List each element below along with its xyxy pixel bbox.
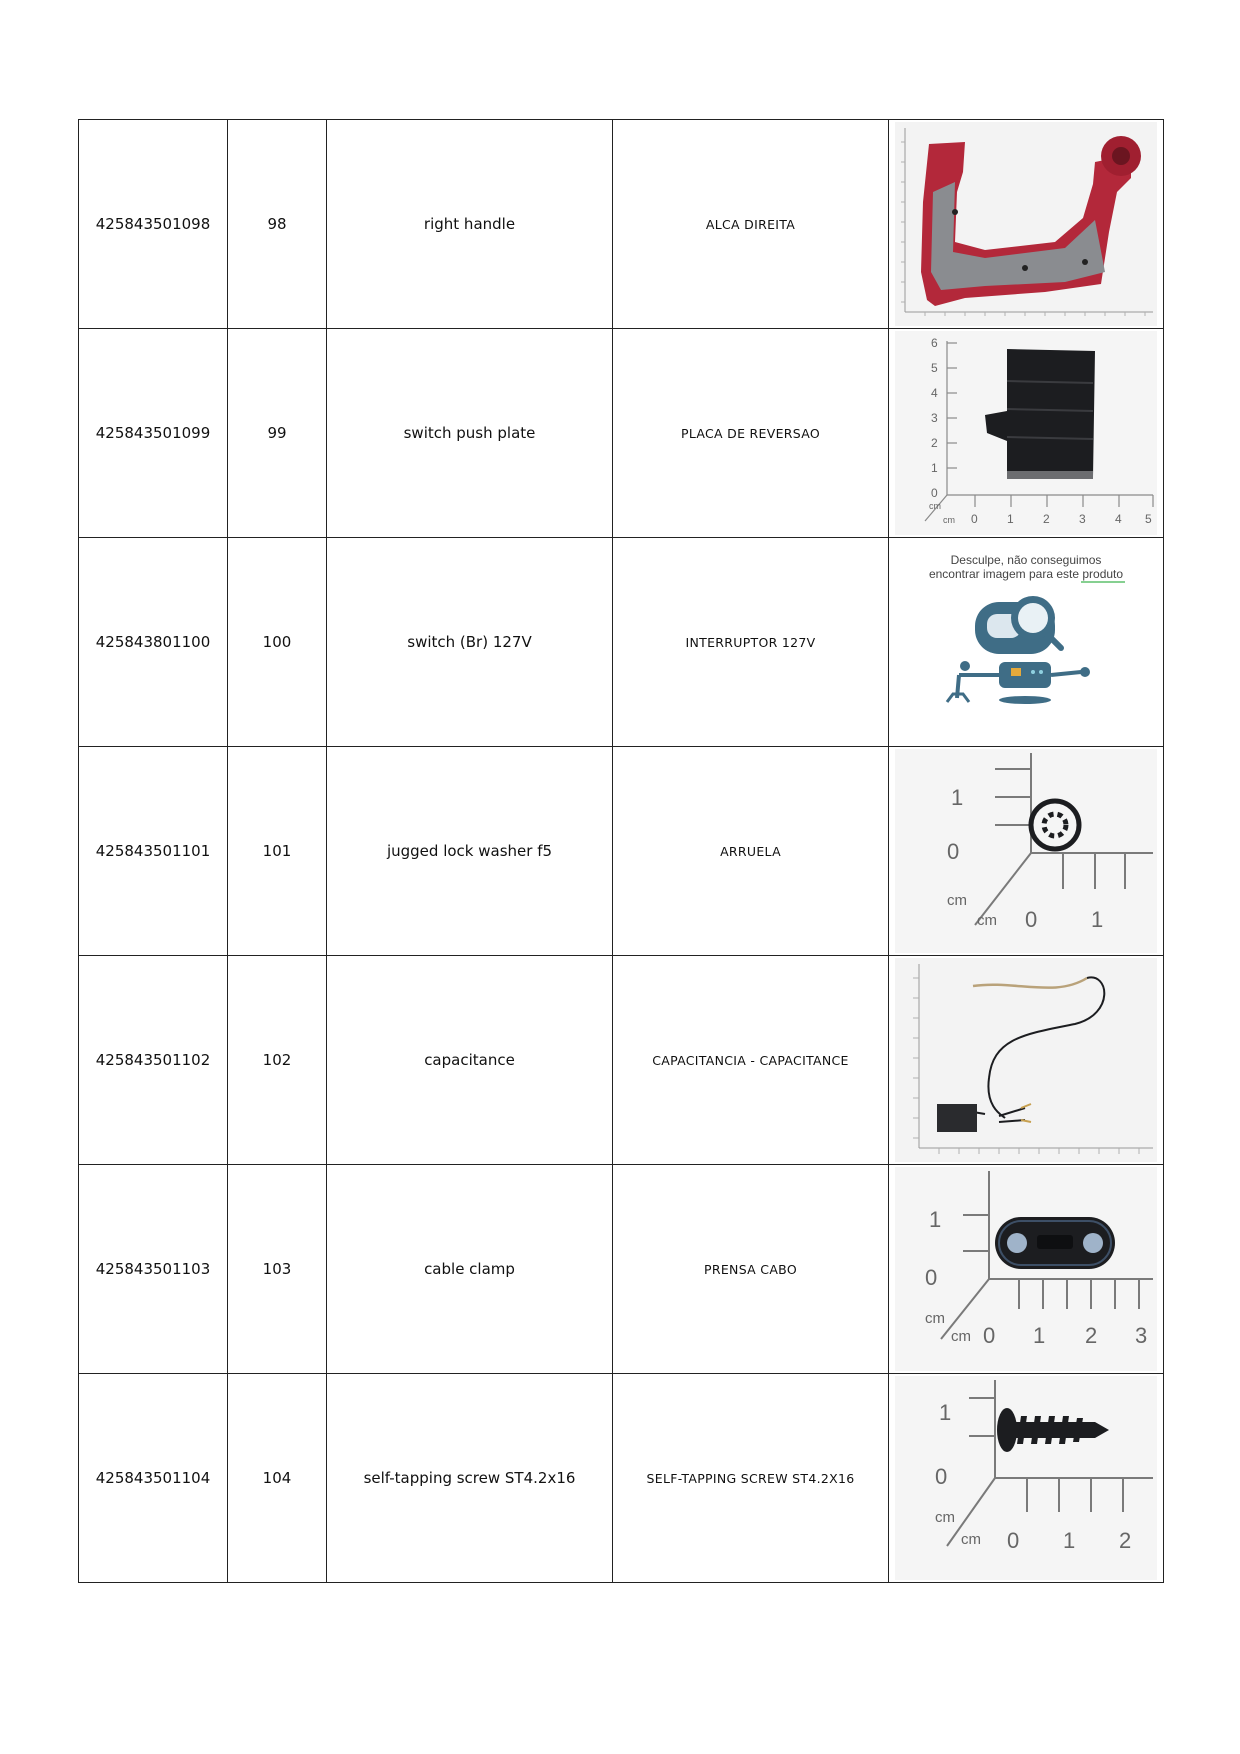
scale-tick-label: 5 [931,361,938,375]
scale-tick-label: 4 [1115,512,1122,526]
scale-unit-label: cm [929,501,941,511]
scale-tick-label: 0 [947,839,960,864]
description-pt: PLACA DE REVERSAO [613,329,889,538]
description-pt: PRENSA CABO [613,1165,889,1374]
scale-tick-label: 2 [931,436,938,450]
part-code: 425843501102 [79,956,228,1165]
scale-tick-label: 1 [1063,1528,1076,1553]
scale-unit-label: cm [935,1509,955,1526]
description-pt: CAPACITANCIA - CAPACITANCE [613,956,889,1165]
scale-tick-label: 3 [931,411,938,425]
part-image-cell [889,329,1164,538]
part-image-cell [889,956,1164,1165]
scale-tick-label: 0 [971,512,978,526]
scale-tick-label: 0 [931,486,938,500]
scale-unit-label: cm [977,912,997,929]
scale-tick-label: 0 [935,1464,948,1489]
table-row [79,747,1164,956]
scale-tick-label: 0 [1007,1528,1020,1553]
scale-tick-label: 1 [1007,512,1014,526]
part-image-cell [889,538,1164,747]
position-number: 100 [228,538,327,747]
table-row [79,1374,1164,1583]
description-pt: INTERRUPTOR 127V [613,538,889,747]
scale-unit-label: cm [951,1328,971,1345]
scale-tick-label: 3 [1079,512,1086,526]
right-handle-image [895,122,1157,326]
scale-tick-label: 2 [1119,1528,1132,1553]
part-image-cell [889,1165,1164,1374]
table-row [79,120,1164,329]
description-pt: ARRUELA [613,747,889,956]
scale-tick-label: 1 [931,461,938,475]
scale-tick-label: 1 [1033,1323,1046,1348]
scale-tick-label: 0 [925,1265,938,1290]
placeholder-line-1: Desculpe, não conseguimos [950,553,1102,567]
scale-tick-label: 6 [931,336,938,350]
scale-tick-label: 4 [931,386,938,400]
placeholder-line-2: encontrar imagem para este produto [928,567,1124,581]
no-image-placeholder [895,540,1157,744]
description-pt: ALCA DIREITA [613,120,889,329]
description-en: switch push plate [327,329,613,538]
scale-tick-label: 2 [1085,1323,1098,1348]
description-pt: SELF-TAPPING SCREW ST4.2X16 [613,1374,889,1583]
scale-tick-label: 1 [939,1400,952,1425]
cable-clamp-image [895,1167,1157,1371]
scale-tick-label: 3 [1135,1323,1148,1348]
part-image-cell [889,1374,1164,1583]
scale-unit-label: cm [947,892,967,909]
scale-unit-label: cm [943,515,955,525]
part-code: 425843501103 [79,1165,228,1374]
scale-unit-label: cm [925,1310,945,1327]
part-image-cell [889,120,1164,329]
screw-image [895,1376,1157,1580]
table-row [79,538,1164,747]
table-row [79,956,1164,1165]
description-en: self-tapping screw ST4.2x16 [327,1374,613,1583]
scale-tick-label: 5 [1145,512,1152,526]
switch-push-plate-image [895,331,1157,535]
position-number: 102 [228,956,327,1165]
scale-tick-label: 0 [983,1323,996,1348]
capacitor-image [895,958,1157,1162]
scale-tick-label: 1 [1091,907,1104,932]
description-en: switch (Br) 127V [327,538,613,747]
part-code: 425843501104 [79,1374,228,1583]
scale-tick-label: 1 [929,1207,942,1232]
scale-unit-label: cm [961,1531,981,1548]
scale-tick-label: 0 [1025,907,1038,932]
scale-tick-label: 2 [1043,512,1050,526]
position-number: 103 [228,1165,327,1374]
scale-tick-label: 1 [951,785,964,810]
parts-table [78,119,1164,1583]
position-number: 104 [228,1374,327,1583]
position-number: 99 [228,329,327,538]
position-number: 101 [228,747,327,956]
part-code: 425843501099 [79,329,228,538]
position-number: 98 [228,120,327,329]
description-en: right handle [327,120,613,329]
table-row [79,329,1164,538]
part-image-cell [889,747,1164,956]
part-code: 425843501098 [79,120,228,329]
description-en: cable clamp [327,1165,613,1374]
part-code: 425843501101 [79,747,228,956]
part-code: 425843801100 [79,538,228,747]
description-en: capacitance [327,956,613,1165]
description-en: jugged lock washer f5 [327,747,613,956]
lock-washer-image [895,749,1157,953]
table-row [79,1165,1164,1374]
